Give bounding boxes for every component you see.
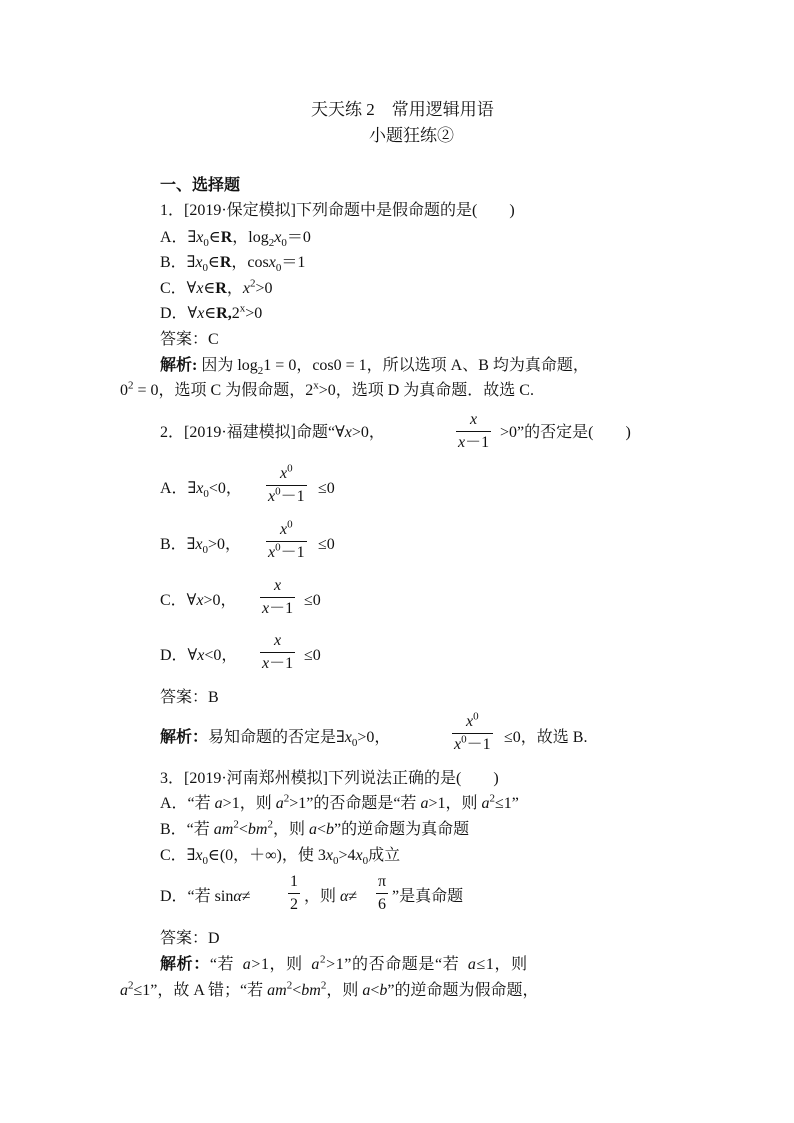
q1-analysis-line1: 解析: 因为 $\log_21 = 0$，cos0 = 1，所以选项 A、B 均为真命题， <box>160 357 589 378</box>
q1-analysis-line2: $0^2 = 0$，选项 C 为假命题，$2^x>0$，选项 D 为真命题．故选 C. <box>120 379 534 399</box>
section-heading: 一、选择题 <box>160 177 241 194</box>
q3-option-d-post: ”是真命题 <box>392 888 464 905</box>
q3-option-c: C．$\exists x_0\in(0$，＋∞)，使 $3x_0>4x_0$成立 <box>160 847 401 868</box>
q3-option-d-mid: ，则 α≠ <box>304 888 358 905</box>
q3-option-d-fraction-1: $\frac{1}{2}$ <box>290 873 298 913</box>
q3-option-a: A．“若 a>1，则 $a^2>1$”的否命题是“若 a>1，则 $a^2\le 1$” <box>160 792 519 812</box>
q2-option-b: B．$\exists x_0>0$， <box>160 536 241 557</box>
q2-analysis: 解析：易知命题的否定是$\exists x_0>0$， <box>160 729 391 750</box>
q3-stem: 3．[2019·河南郑州模拟]下列说法正确的是( ) <box>160 770 499 787</box>
q3-answer: 答案：D <box>160 930 220 947</box>
q2-option-c: C．∀x>0， <box>160 592 237 609</box>
q2-analysis-tail: ≤0，故选 B. <box>504 729 588 746</box>
q2-option-a-tail: ≤0 <box>318 480 335 497</box>
q2-stem-fraction: $\frac{x}{x-1}$ <box>458 411 490 451</box>
page-title: 天天练 2 常用逻辑用语 <box>311 100 494 119</box>
q2-option-b-fraction: $\frac{x^0}{x^0-1}$ <box>268 518 305 561</box>
q3-option-d-fraction-2: $\frac{\pi}{6}$ <box>378 873 387 913</box>
q2-answer: 答案：B <box>160 689 219 706</box>
q2-option-a: A．$\exists x_0<0$， <box>160 480 242 501</box>
q3-analysis-line1: 解析：“若 a>1，则 $a^2>1$”的否命题是“若 a≤1，则 <box>160 953 528 973</box>
q2-stem-pre: 2．[2019·福建模拟]命题“∀x>0， <box>160 424 385 441</box>
q2-option-c-fraction: $\frac{x}{x-1}$ <box>262 577 294 617</box>
q3-analysis-line2: $a^2\le 1$”，故 A 错；“若 $am^2<bm^2$，则 a<b”的逆命题为假命题， <box>120 979 539 999</box>
q3-option-b: B．“若 $am^2<bm^2$，则 a<b”的逆命题为真命题 <box>160 818 470 838</box>
q1-answer: 答案：C <box>160 331 219 348</box>
q3-option-d-pre: D．“若 sinα≠ <box>160 888 251 905</box>
page-subtitle: 小题狂练② <box>369 126 454 145</box>
q2-analysis-fraction: $\frac{x^0}{x^0-1}$ <box>454 710 491 753</box>
q1-option-b: B．$\exists x_0\in R$，cosx$_0$＝1 <box>160 254 306 275</box>
q1-stem: 1．[2019·保定模拟]下列命题中是假命题的是( ) <box>160 202 515 219</box>
q2-option-c-tail: ≤0 <box>304 592 321 609</box>
q2-option-d: D．∀x<0， <box>160 647 238 664</box>
q2-option-d-fraction: $\frac{x}{x-1}$ <box>262 632 294 672</box>
q2-option-a-fraction: $\frac{x^0}{x^0-1}$ <box>268 462 305 505</box>
q2-option-b-tail: ≤0 <box>318 536 335 553</box>
q2-option-d-tail: ≤0 <box>304 647 321 664</box>
q1-option-d: D．$\forall x\in R,2^x>0$ <box>160 302 263 322</box>
q1-option-a: A．$\exists x_0\in R$，$\log_2x_0=0$ <box>160 229 311 250</box>
q1-option-c: C．∀x∈R，$x^2>0$ <box>160 277 273 297</box>
q2-stem-post: >0”的否定是( ) <box>500 424 631 441</box>
